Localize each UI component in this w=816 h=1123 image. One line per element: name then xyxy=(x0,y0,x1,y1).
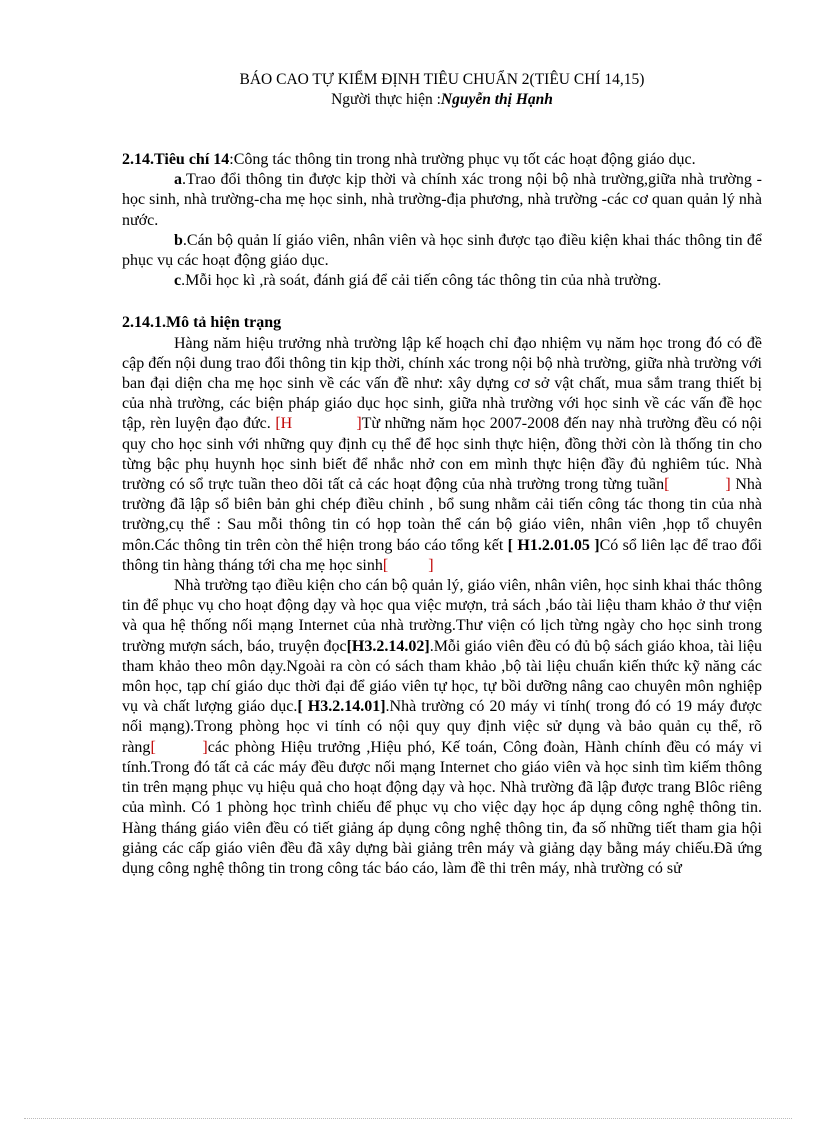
criterion-heading-bold: 2.14.Tiêu chí 14 xyxy=(122,151,230,168)
status-heading: 2.14.1.Mô tả hiện trạng xyxy=(122,314,282,332)
status-paragraph-1: Hàng năm hiệu trưởng nhà trường lập kế hoạch chỉ đạo nhiệm vụ năm học trong đó có đề cập đến nội dung trao đổi thông tin kịp thời, chính xác trong nội bộ nhà trường, giữa nhà trường với ban đại diện cha mẹ học sinh về các vấn đề như: xây dựng cơ sở vật chất, mua sắm trang thiết bị của nhà trường, các biện pháp giáo dục học sinh, giữa nhà trường với học sinh về các vấn đề học tập, rèn luyện đạo đức. [H ]Từ những năm học 2007-2008 đến nay nhà trường đều có nội quy cho học sinh với những quy định cụ thể để học sinh thực hiện, đồng thời còn là thống tin cho từng bậc phụ huynh học sinh biết để nhắc nhở con em mình thực hiện đầy đủ nghiêm túc. Nhà trường có sổ trực tuần theo dõi tất cả các hoạt động của nhà trường trong từng tuần[ ] Nhà trường đã lập sổ biên bản ghi chép điều chỉnh , bổ sung nhằm cải tiến công tác thong tin của nhà trường,cụ thể : Sau mỗi thông tin có họp toàn thể cán bộ giáo viên, nhân viên ,họp tổ chuyên môn.Các thông tin trên còn thể hiện trong báo cáo tổng kết [ H1.2.01.05 ]Có sổ liên lạc để trao đổi thông tin hàng tháng tới cha mẹ học sinh[ ] xyxy=(122,334,763,574)
evidence-ref: [H3.2.14.02] xyxy=(346,637,430,655)
evidence-ref: [ ] xyxy=(382,556,434,574)
document-header xyxy=(122,70,762,110)
page-bottom-border xyxy=(24,1118,792,1119)
criterion-item-a: a.Trao đổi thông tin được kịp thời và chính xác trong nội bộ nhà trường,giữa nhà trường -học sinh, nhà trường-cha mẹ học sinh, nhà trường-địa phương, nhà trường -các cơ quan quản lý nhà nước. xyxy=(122,171,762,229)
evidence-ref: [ ] xyxy=(664,476,731,494)
evidence-ref: [ ] xyxy=(150,738,208,756)
author-label: Người thực hiện : xyxy=(331,91,441,108)
evidence-ref: [ H3.2.14.01] xyxy=(297,698,386,716)
document-page xyxy=(122,70,762,879)
criterion-item-b: b.Cán bộ quản lí giáo viên, nhân viên và học sinh được tạo điều kiện khai thác thông tin để phục vụ các hoạt động giáo dục. xyxy=(122,231,762,270)
status-section xyxy=(122,313,762,879)
criterion-heading-rest: :Công tác thông tin trong nhà trường phục vụ tốt các hoạt động giáo dục. xyxy=(229,151,696,168)
author-name: Nguyễn thị Hạnh xyxy=(440,91,553,108)
author-line xyxy=(122,90,762,110)
evidence-ref: [ H1.2.01.05 ] xyxy=(507,536,600,554)
status-paragraph-2: Nhà trường tạo điều kiện cho cán bộ quản lý, giáo viên, nhân viên, học sinh khai thác thông tin để phục vụ cho hoạt động dạy và học qua việc mượn, trả sách ,báo tài liệu tham khảo ở thư viện và qua hệ thống nối mạng Internet của nhà trường.Thư viện có lịch từng ngày cho học sinh trong trường mượn sách, báo, truyện đọc[H3.2.14.02].Mỗi giáo viên đều có đủ bộ sách giáo khoa, tài liệu tham khảo theo môn dạy.Ngoài ra còn có sách tham khảo ,bộ tài liệu chuẩn kiến thức kỹ năng các môn học, tạp chí giáo dục thời đại để giáo viên tự học, tự bồi dưỡng nâng cao chuyên môn nghiệp vụ và chất lượng giáo dục.[ H3.2.14.01].Nhà trường có 20 máy vi tính( trong đó có 19 máy được nối mạng).Trong phòng học vi tính có nội quy quy định việc sử dụng và bảo quản cụ thể, rõ ràng[ ]các phòng Hiệu trưởng ,Hiệu phó, Kế toán, Công đoàn, Hành chính đều có máy vi tính.Trong đó tất cả các máy đều được nối mạng Internet cho giáo viên và học sinh tìm kiếm thông tin trên mạng phục vụ hiệu quả cho hoạt động dạy và học. Nhà trường đã lập được trang Blôc riêng của mình. Có 1 phòng học trình chiếu để phục vụ cho việc dạy học áp dụng công nghệ thông tin. Hàng tháng giáo viên đều có tiết giảng áp dụng công nghệ thông tin, đa số những tiết tham gia hội giảng các cấp giáo viên đều đã xây dựng bài giảng trên máy và giảng dạy bằng máy chiếu.Đã ứng dụng công nghệ thông tin trong công tác báo cáo, làm đề thi trên máy, nhà trường có sử xyxy=(122,577,763,877)
criterion-heading xyxy=(122,150,762,170)
criterion-item-c: c.Mỗi học kì ,rà soát, đánh giá để cải tiến công tác thông tin của nhà trường. xyxy=(174,272,662,290)
criterion-section xyxy=(122,150,762,291)
evidence-ref: [H ] xyxy=(275,415,362,433)
document-title: BÁO CAO TỰ KIỂM ĐỊNH TIÊU CHUẨN 2(TIÊU CHÍ 14,15) xyxy=(239,71,645,88)
